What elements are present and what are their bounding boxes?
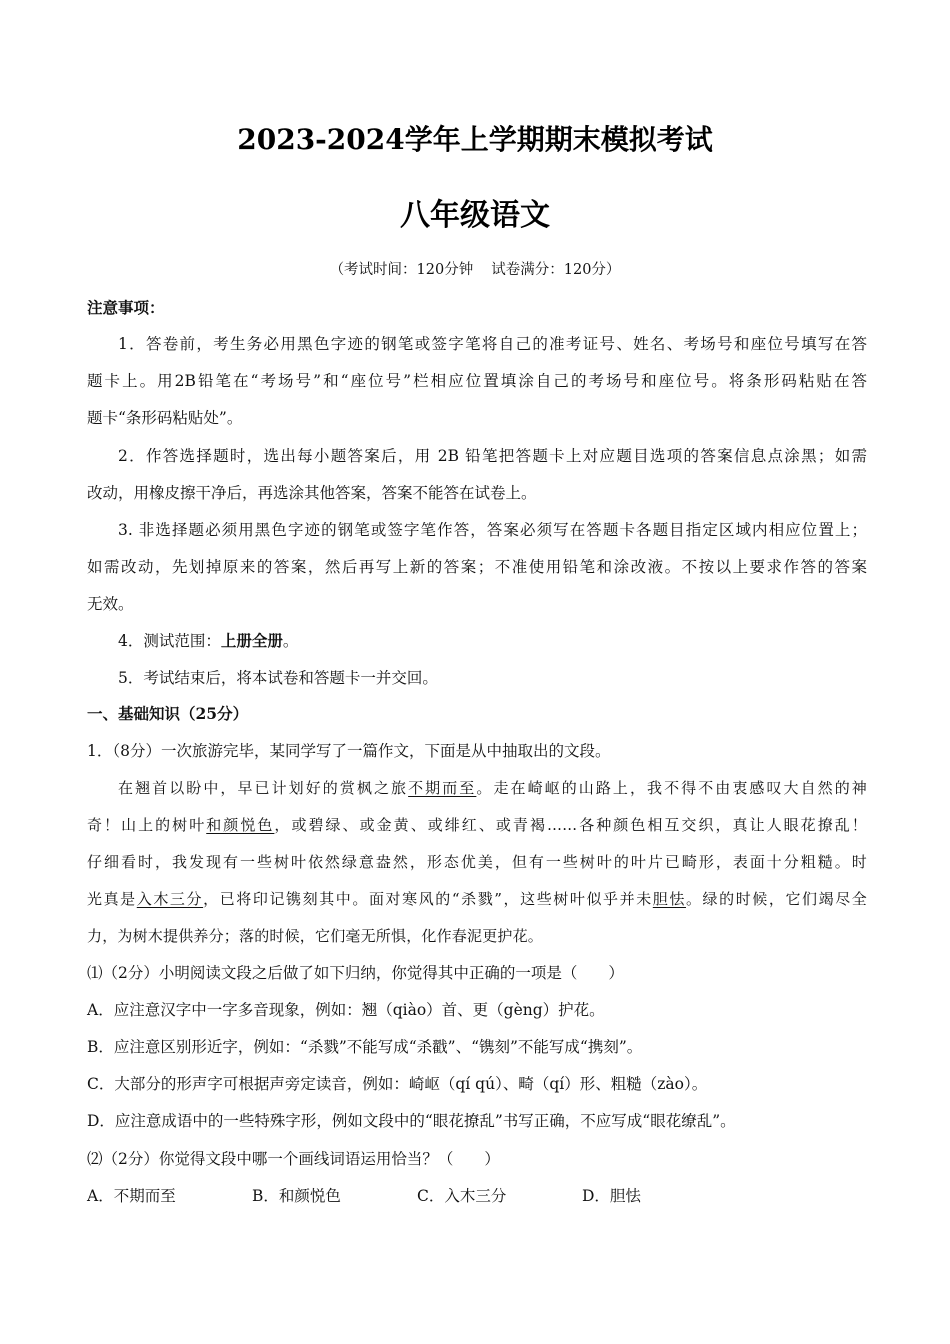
sub-question-1-option-b: B．应注意区别形近字，例如：“杀戮”不能写成“杀戳”、“镌刻”不能写成“携刻”。 <box>87 1038 643 1056</box>
passage-line-1 <box>118 778 867 798</box>
passage-line-2 <box>87 815 867 835</box>
sub-question-2-option-b: B．和颜悦色 <box>252 1187 341 1205</box>
passage-text: 在翘首以盼中，早已计划好的赏枫之旅 <box>118 779 409 797</box>
underlined-phrase: 和颜悦色 <box>206 816 275 834</box>
passage-line-5: 力，为树木提供养分；落的时候，它们毫无所惧，化作春泥更护花。 <box>87 927 544 945</box>
exam-title: 2023-2024学年上学期期末模拟考试 <box>237 123 713 156</box>
notice-item-3-line-2: 如需改动，先划掉原来的答案，然后再写上新的答案；不准使用铅笔和涂改液。不按以上要求作答的答案 <box>87 558 867 576</box>
time-info: （考试时间：120分钟 <box>329 262 474 278</box>
sub-question-1-stem: ⑴（2分）小明阅读文段之后做了如下归纳，你觉得其中正确的一项是（ ） <box>87 964 624 982</box>
underlined-phrase: 不期而至 <box>408 779 477 797</box>
notice-item-1-line-1: 1．答卷前，考生务必用黑色字迹的钢笔或签字笔将自己的准考证号、姓名、考场号和座位号填写在答 <box>118 335 867 353</box>
sub-question-2-stem: ⑵（2分）你觉得文段中哪一个画线词语运用恰当？（ ） <box>87 1150 500 1168</box>
sub-question-2-option-a: A．不期而至 <box>87 1187 176 1205</box>
passage-text: 。绿的时候，它们竭尽全 <box>685 890 868 908</box>
notice-item-4-scope: 上册全册 <box>220 631 283 650</box>
exam-info <box>0 258 950 279</box>
question-1-stem: 1．（8分）一次旅游完毕，某同学写了一篇作文，下面是从中抽取出的文段。 <box>87 742 611 760</box>
section-1-heading: 一、基础知识（25分） <box>87 704 249 723</box>
exam-subtitle: 八年级语文 <box>400 198 550 233</box>
passage-text: ，已将印记镌刻其中。面对寒风的“杀戮”，这些树叶似乎并未 <box>203 890 653 908</box>
underlined-phrase: 胆怯 <box>652 890 686 908</box>
sub-question-1-option-c: C．大部分的形声字可根据声旁定读音，例如：崎岖（qí qú）、畸（qí）形、粗糙（zào）。 <box>87 1075 708 1093</box>
passage-text: ，或碧绿、或金黄、或绯红、或青褐……各种颜色相互交织，真让人眼花撩乱！ <box>274 816 867 834</box>
sub-question-1-option-d: D．应注意成语中的一些特殊字形，例如文段中的“眼花撩乱”书写正确，不应写成“眼花缭乱”。 <box>87 1112 736 1130</box>
passage-text: 光真是 <box>87 890 137 908</box>
sub-question-1-option-a: A．应注意汉字中一字多音现象，例如：翘（qiào）首、更（gèng）护花。 <box>87 1001 605 1019</box>
notice-item-1-line-2: 题卡上。用2B铅笔在“考场号”和“座位号”栏相应位置填涂自己的考场号和座位号。将条形码粘贴在答 <box>87 372 867 390</box>
passage-text: 。走在崎岖的山路上，我不得不由衷感叹大自然的神 <box>476 779 867 797</box>
sub-question-2-options <box>87 1186 867 1206</box>
passage-text: 奇！山上的树叶 <box>87 816 207 834</box>
sub-question-2-option-c: C．入木三分 <box>417 1187 507 1205</box>
notice-item-4-prefix: 4．测试范围： <box>118 632 221 650</box>
notice-item-1-line-3: 题卡“条形码粘贴处”。 <box>87 409 243 427</box>
notice-item-2-line-1: 2．作答选择题时，选出每小题答案后，用 2B 铅笔把答题卡上对应题目选项的答案信息点涂黑；如需 <box>118 447 867 465</box>
notice-item-2-line-2: 改动，用橡皮擦干净后，再选涂其他答案，答案不能答在试卷上。 <box>87 484 537 502</box>
passage-line-3: 仔细看时，我发现有一些树叶依然绿意盎然，形态优美，但有一些树叶的叶片已畸形，表面十分粗糙。时 <box>87 853 867 871</box>
sub-question-2-option-d: D．胆怯 <box>582 1187 641 1205</box>
notice-heading: 注意事项： <box>87 298 165 317</box>
underlined-phrase: 入木三分 <box>136 890 204 908</box>
notice-item-4 <box>118 631 867 651</box>
passage-line-4 <box>87 889 867 909</box>
score-info: 试卷满分：120分） <box>491 262 621 278</box>
notice-item-3-line-3: 无效。 <box>87 595 134 613</box>
notice-item-5: 5．考试结束后，将本试卷和答题卡一并交回。 <box>118 669 438 687</box>
notice-item-3-line-1: 3. 非选择题必须用黑色字迹的钢笔或签字笔作答，答案必须写在答题卡各题目指定区域内相应位置上； <box>118 521 867 539</box>
notice-item-4-suffix: 。 <box>282 632 299 650</box>
